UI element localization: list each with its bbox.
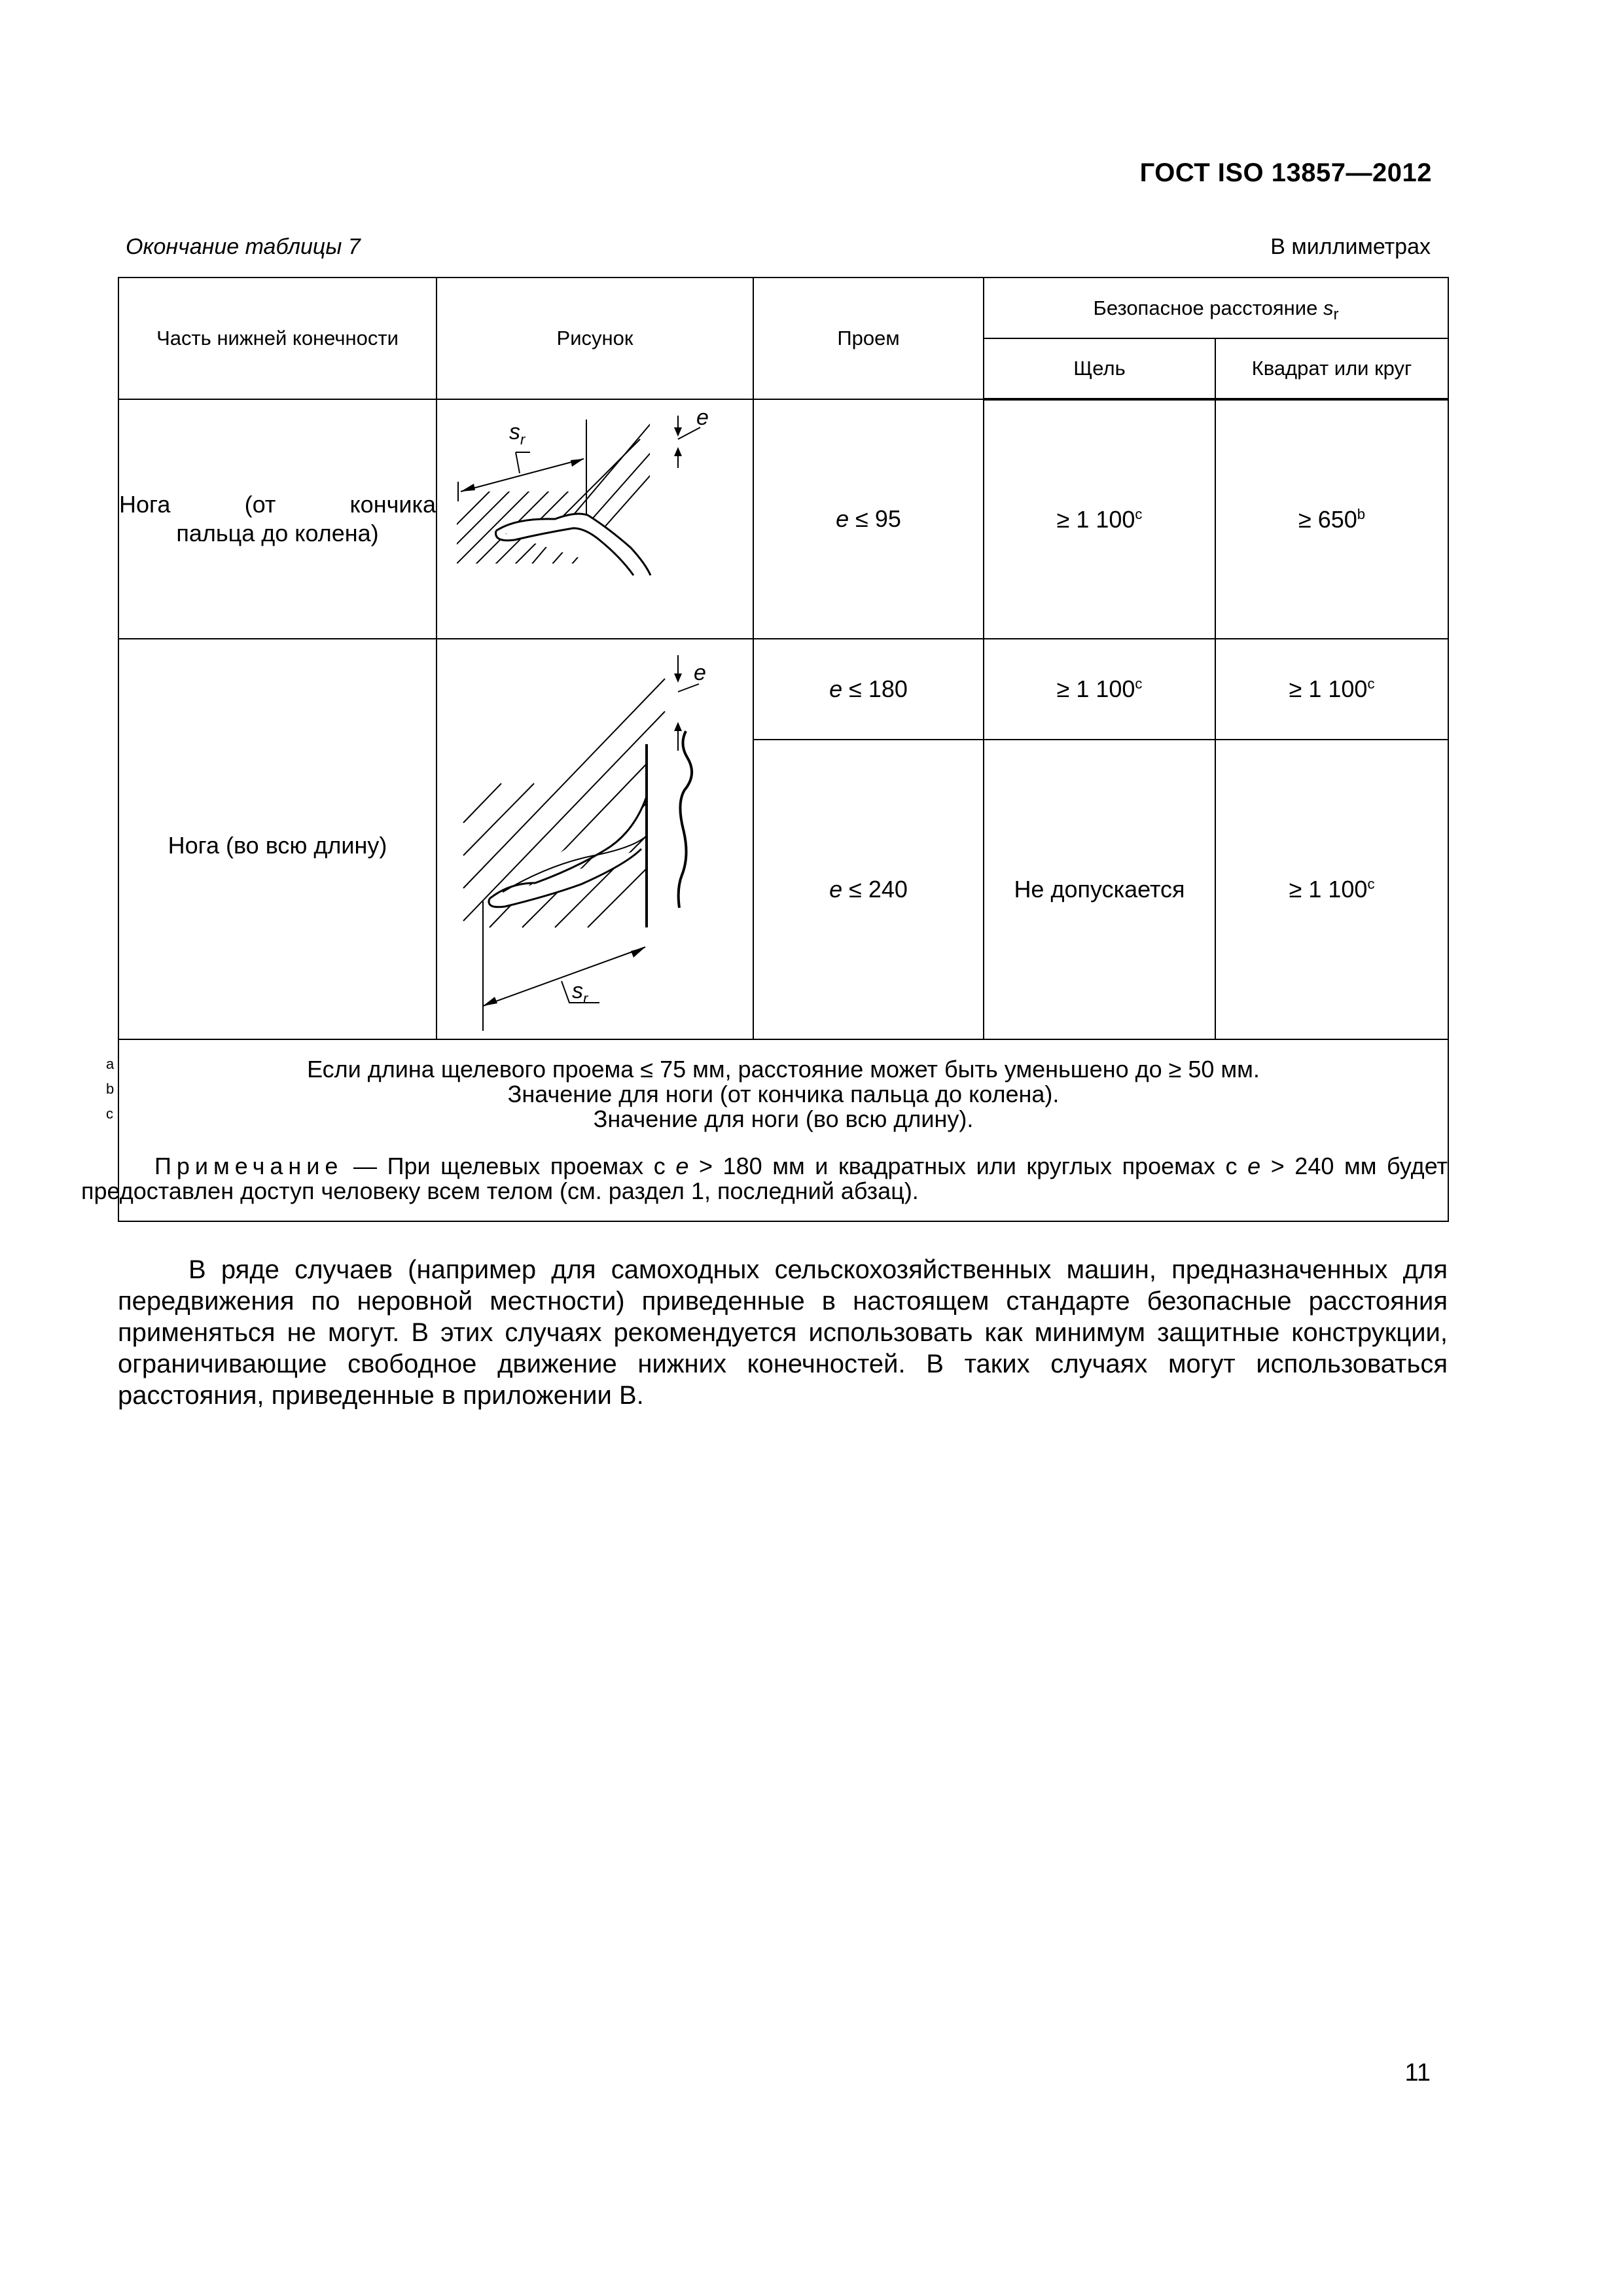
slot-cell: ≥ 1 100$^c$ [984,399,1215,639]
sr-label: $s_r$ [509,420,526,448]
footnote: a Если длина щелевого проема ≤ 75 мм, расстояние может быть уменьшено до ≥ 50 мм. [106,1056,1260,1083]
table-notes [81,1039,1448,1221]
header-square-or-circle: Квадрат или круг [1215,338,1448,399]
slot-cell: ≥ 1 100$^c$ [984,639,1215,740]
table-row [118,399,1448,639]
opening-cell: e ≤ 240 [753,740,984,1040]
e-label: e [694,660,706,685]
page-number: 11 [1404,2059,1431,2087]
square-cell: ≥ 1 100$^c$ [1215,740,1448,1040]
body-paragraph: В ряде случаев (например для самоходных сельскохозяйственных машин, предназначенных для передвижения по неровной местности) приведенные в настоящем стандарте безопасные расстояния применяться не могут. В этих случаях рекомендуется использовать как минимум защитные конструкции, ограничивающие свободное движение нижних конечностей. В таких случаях могут использоваться расстояния, приведенные в приложении В. [118,1255,1448,1410]
table-row [118,639,1448,740]
units-caption: В миллиметрах [1270,234,1431,259]
leg-toe-to-knee-figure [437,400,754,638]
full-leg-figure [437,639,754,1039]
footnote: b Значение для ноги (от кончика пальца до колена). [106,1081,1060,1107]
square-cell: ≥ 1 100$^c$ [1215,639,1448,740]
header-slot: Щель [984,338,1215,399]
part-cell: Нога (во всю длину) [118,639,437,1039]
figure-cell [437,399,753,639]
table-continuation-caption: Окончание таблицы 7 [126,234,361,259]
square-cell: ≥ $650^b$ [1215,399,1448,639]
sr-label: $s_r$ [572,978,588,1007]
header-part: Часть нижней конечности [118,278,437,399]
part-cell: Нога (от кончика пальца до колена) [118,399,437,639]
slot-cell: Не допускается [984,740,1215,1040]
safety-distance-table [81,277,1449,1222]
opening-cell: e ≤ 180 [753,639,984,740]
header-figure: Рисунок [437,278,753,399]
footnote: c Значение для ноги (во всю длину). [106,1105,974,1132]
opening-cell: e ≤ 95 [753,399,984,639]
table-notes-row [118,1039,1448,1221]
table-note: Примечание — При щелевых проемах с e > 180 мм и квадратных или круглых проемах с e > 240 мм будет предоставлен доступ человеку всем телом (см. раздел 1, последний абзац). [81,1153,1448,1204]
header-opening: Проем [753,278,984,399]
document-code: ГОСТ ISO 13857—2012 [1139,158,1432,187]
e-label: e [696,405,709,430]
header-safety-distance: Безопасное расстояние $s_r$ [984,278,1448,338]
figure-cell [437,639,753,1039]
